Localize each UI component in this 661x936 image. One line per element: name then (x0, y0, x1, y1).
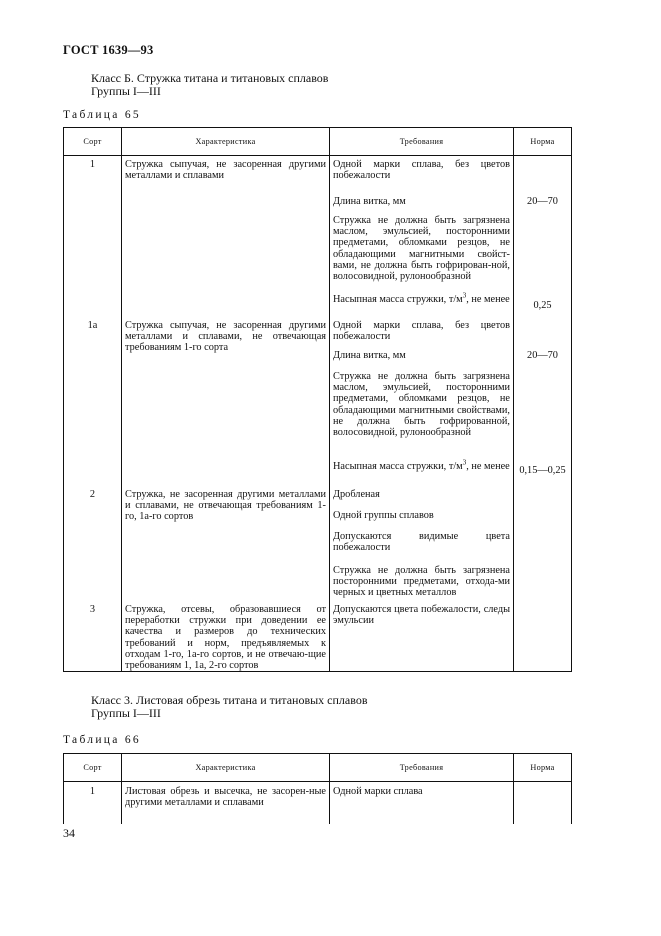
header-characteristic: Характеристика (122, 128, 330, 156)
norm-item (517, 371, 568, 465)
characteristic-cell: Стружка, отсевы, образовавшиеся от переработки стружки при доведении ее качества и размеров до технических требований и норм, предъявляемых к отходам 1-го, 1а-го сортов, и не отвечаю-щие требованиям 1, 1а, 2-го сортов (122, 604, 330, 672)
requirement-item: Насыпная масса стружки, $т/м^3$, не менее (333, 291, 510, 305)
requirement-item: Допускаются видимые цвета побежалости (333, 531, 510, 554)
table-65 (63, 127, 572, 672)
norm-cell (514, 604, 572, 672)
header-sort: Сорт (64, 754, 122, 782)
characteristic-cell: Листовая обрезь и высечка, не засорен-ные другими металлами и сплавами (122, 782, 330, 825)
sort-cell: 1а (64, 320, 122, 489)
header-requirements: Требования (330, 754, 514, 782)
sort-cell: 2 (64, 489, 122, 604)
norm-item (517, 159, 568, 196)
requirement-item: Одной марки сплава, без цветов побежалости (333, 159, 510, 182)
header-characteristic: Характеристика (122, 754, 330, 782)
requirements-cell (330, 156, 514, 321)
table-row (64, 604, 572, 672)
characteristic-cell: Стружка, не засоренная другими металлами и сплавами, не отвечающая требованиям 1-го, 1а-го сортов (122, 489, 330, 604)
standard-header: ГОСТ 1639—93 (63, 43, 154, 57)
requirements-cell (330, 489, 514, 604)
table-row (64, 320, 572, 489)
requirement-item: Дробленая (333, 489, 380, 500)
norm-item (517, 215, 568, 300)
characteristic-cell: Стружка сыпучая, не засоренная другими металлами и сплавами, не отвечающая требованиям 1-го сорта (122, 320, 330, 489)
norm-cell (514, 320, 572, 489)
requirement-item: Одной группы сплавов (333, 510, 434, 521)
sort-cell: 3 (64, 604, 122, 672)
norm-item: 20—70 (527, 196, 558, 207)
requirement-item: Насыпная масса стружки, $т/м^3$, не менее (333, 458, 510, 472)
table-65-header-row (64, 128, 572, 156)
characteristic-cell: Стружка сыпучая, не засоренная другими металлами и сплавами (122, 156, 330, 321)
header-requirements: Требования (330, 128, 514, 156)
class-b-groups: Группы I—III (91, 84, 161, 98)
requirement-item: Длина витка, мм (333, 196, 406, 207)
requirements-cell: Допускаются цвета побежалости, следы эмульсии (330, 604, 514, 672)
table-65-caption: Таблица 65 (63, 109, 141, 121)
header-sort: Сорт (64, 128, 122, 156)
requirement-item: Стружка не должна быть загрязнена маслом, эмульсией, посторонними предметами, обломками резцов, не обладающими магнитными свойствами, не должна быть гофрированной, волосовидной, рулонообразной (333, 371, 510, 439)
page-number: 34 (63, 826, 75, 840)
requirements-cell (330, 320, 514, 489)
requirement-item: Стружка не должна быть загрязнена маслом, эмульсией, посторонними предметами, обломками резцов, не обладающими магнитными свойст-вами, не должна быть гофрирован-ной, волосовидной, рулонообразной (333, 215, 510, 283)
requirement-item: Длина витка, мм (333, 350, 406, 361)
requirements-cell: Одной марки сплава (330, 782, 514, 825)
header-norm: Норма (514, 754, 572, 782)
requirement-item: Стружка не должна быть загрязнена посторонними предметами, отхода-ми черных и цветных металлов (333, 565, 510, 599)
table-66-caption: Таблица 66 (63, 734, 141, 746)
table-row (64, 782, 572, 825)
norm-item (517, 320, 568, 350)
norm-cell (514, 782, 572, 825)
table-row (64, 489, 572, 604)
norm-cell (514, 156, 572, 321)
class-z-groups: Группы I—III (91, 706, 161, 720)
sort-cell: 1 (64, 156, 122, 321)
class-z-title: Класс 3. Листовая обрезь титана и титановых сплавов (91, 693, 368, 707)
table-66-header-row (64, 754, 572, 782)
sort-cell: 1 (64, 782, 122, 825)
header-norm: Норма (514, 128, 572, 156)
norm-item: 0,25 (533, 300, 552, 311)
requirement-item: Одной марки сплава, без цветов побежалости (333, 320, 510, 343)
class-b-title: Класс Б. Стружка титана и титановых сплавов (91, 71, 329, 85)
norm-item: 20—70 (527, 350, 558, 361)
norm-cell (514, 489, 572, 604)
table-66 (63, 753, 572, 824)
norm-item: 0,15—0,25 (519, 465, 566, 476)
table-row (64, 156, 572, 321)
